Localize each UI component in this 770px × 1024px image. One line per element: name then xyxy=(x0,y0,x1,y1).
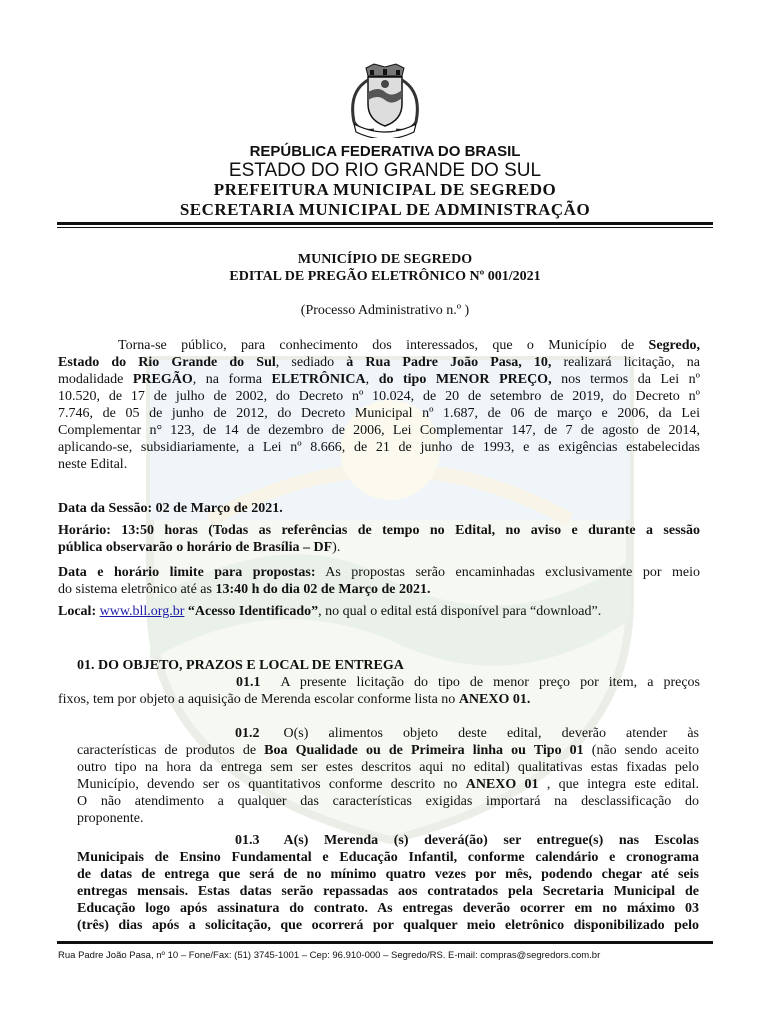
item-1-3-line-4: entregas mensais. Estas datas serão repassadas aos contratados pela Secretaria Municipal de xyxy=(77,884,699,899)
municipal-crest-icon xyxy=(344,62,426,138)
title-municipality: MUNICÍPIO DE SEGREDO xyxy=(297,252,473,267)
item-1-3-line-5: Educação logo após assinatura do contrato. As entregas deverão ocorrer em no máximo 03 xyxy=(77,901,699,916)
item-1-3-line-2: Municipais de Ensino Fundamental e Educação Infantil, conforme calendário e cronograma xyxy=(77,850,699,865)
item-1-2-line-6: proponente. xyxy=(77,811,144,826)
item-1-2-line-3: outro tipo na hora da entrega sem ser estes descritos aqui no edital) qualitativas estas fixadas pelo xyxy=(77,760,699,775)
item-1-3-line-1: 01.3 A(s) Merenda (s) deverá(ão) ser entregue(s) nas Escolas xyxy=(235,833,699,848)
session-time-line-2: pública observarão o horário de Brasília – DF). xyxy=(58,540,341,555)
item-1-2-line-1: 01.2 O(s) alimentos objeto deste edital, deverão atender às xyxy=(235,726,699,741)
item-1-1-line-2: fixos, tem por objeto a aquisição de Merenda escolar conforme lista no ANEXO 01. xyxy=(58,692,531,707)
intro-line-4: 10.520, de 17 de julho de 2002, do Decreto nº 10.024, de 20 de setembro de 2019, do Decreto nº xyxy=(58,389,700,404)
intro-line-3: modalidade PREGÃO, na forma ELETRÔNICA, do tipo MENOR PREÇO, nos termos da Lei nº xyxy=(58,372,701,387)
intro-line-7: aplicando-se, subsidiariamente, a Lei nº 8.666, de 21 de junho de 1993, e as exigências estabelecidas xyxy=(58,440,700,455)
process-number: (Processo Administrativo n.º ) xyxy=(300,303,470,318)
item-1-2-line-4: Município, devendo ser os quantitativos conforme descrito no ANEXO 01 , que integra este edital. xyxy=(77,777,699,792)
header-republic: REPÚBLICA FEDERATIVA DO BRASIL xyxy=(249,143,521,160)
intro-line-2: Estado do Rio Grande do Sul, sediado à Rua Padre João Pasa, 10, realizará licitação, na xyxy=(58,355,700,370)
item-1-2-line-2: características de produtos de Boa Qualidade ou de Primeira linha ou Tipo 01 (não sendo aceito xyxy=(77,743,699,758)
intro-line-5: 7.746, de 05 de junho de 2012, do Decreto Municipal nº 1.687, de 06 de março e 2006, da Lei xyxy=(58,406,700,421)
header-prefecture: PREFEITURA MUNICIPAL DE SEGREDO xyxy=(213,180,557,199)
session-date: Data da Sessão: 02 de Março de 2021. xyxy=(58,501,283,516)
header-divider xyxy=(57,222,713,225)
section-1-heading: 01. DO OBJETO, PRAZOS E LOCAL DE ENTREGA xyxy=(77,658,404,673)
footer-address: Rua Padre João Pasa, nº 10 – Fone/Fax: (51) 3745-1001 – Cep: 96.910-000 – Segredo/RS. E-mail: compras@segredors.com.br xyxy=(58,950,601,961)
intro-line-8: neste Edital. xyxy=(58,457,128,472)
intro-line-1: Torna-se público, para conhecimento dos interessados, que o Município de Segredo, xyxy=(118,338,700,353)
title-edital: EDITAL DE PREGÃO ELETRÔNICO Nº 001/2021 xyxy=(229,269,541,284)
intro-line-6: Complementar n° 123, de 14 de dezembro de 2006, Lei Complementar 147, de 7 de agosto de 2014, xyxy=(58,423,700,438)
header-divider-thin xyxy=(57,227,713,228)
item-1-3-line-6: (três) dias após a solicitação, que ocorrerá por qualquer meio eletrônico disponibilizado pelo xyxy=(77,918,699,933)
item-1-1-line-1: 01.1 A presente licitação do tipo de menor preço por item, a preços xyxy=(236,675,700,690)
proposal-limit-line-1: Data e horário limite para propostas: As propostas serão encaminhadas exclusivamente por meio xyxy=(58,565,701,580)
header-secretariat: SECRETARIA MUNICIPAL DE ADMINISTRAÇÃO xyxy=(179,200,591,219)
item-1-2-line-5: O não atendimento a qualquer das características exigidas importará na desclassificação do xyxy=(77,794,699,809)
bll-website-link[interactable]: www.bll.org.br xyxy=(99,604,185,619)
header-state: ESTADO DO RIO GRANDE DO SUL xyxy=(228,160,542,181)
session-local: Local: www.bll.org.br “Acesso Identificado”, no qual o edital está disponível para “download”. xyxy=(58,604,602,619)
item-1-3-line-3: de datas de entrega que será de no mínimo quatro vezes por mês, podendo chegar até seis xyxy=(77,867,699,882)
footer-divider xyxy=(57,941,713,944)
proposal-limit-line-2: do sistema eletrônico até as 13:40 h do dia 02 de Março de 2021. xyxy=(58,582,431,597)
session-time-line-1: Horário: 13:50 horas (Todas as referências de tempo no Edital, no aviso e durante a sessão xyxy=(58,523,700,538)
